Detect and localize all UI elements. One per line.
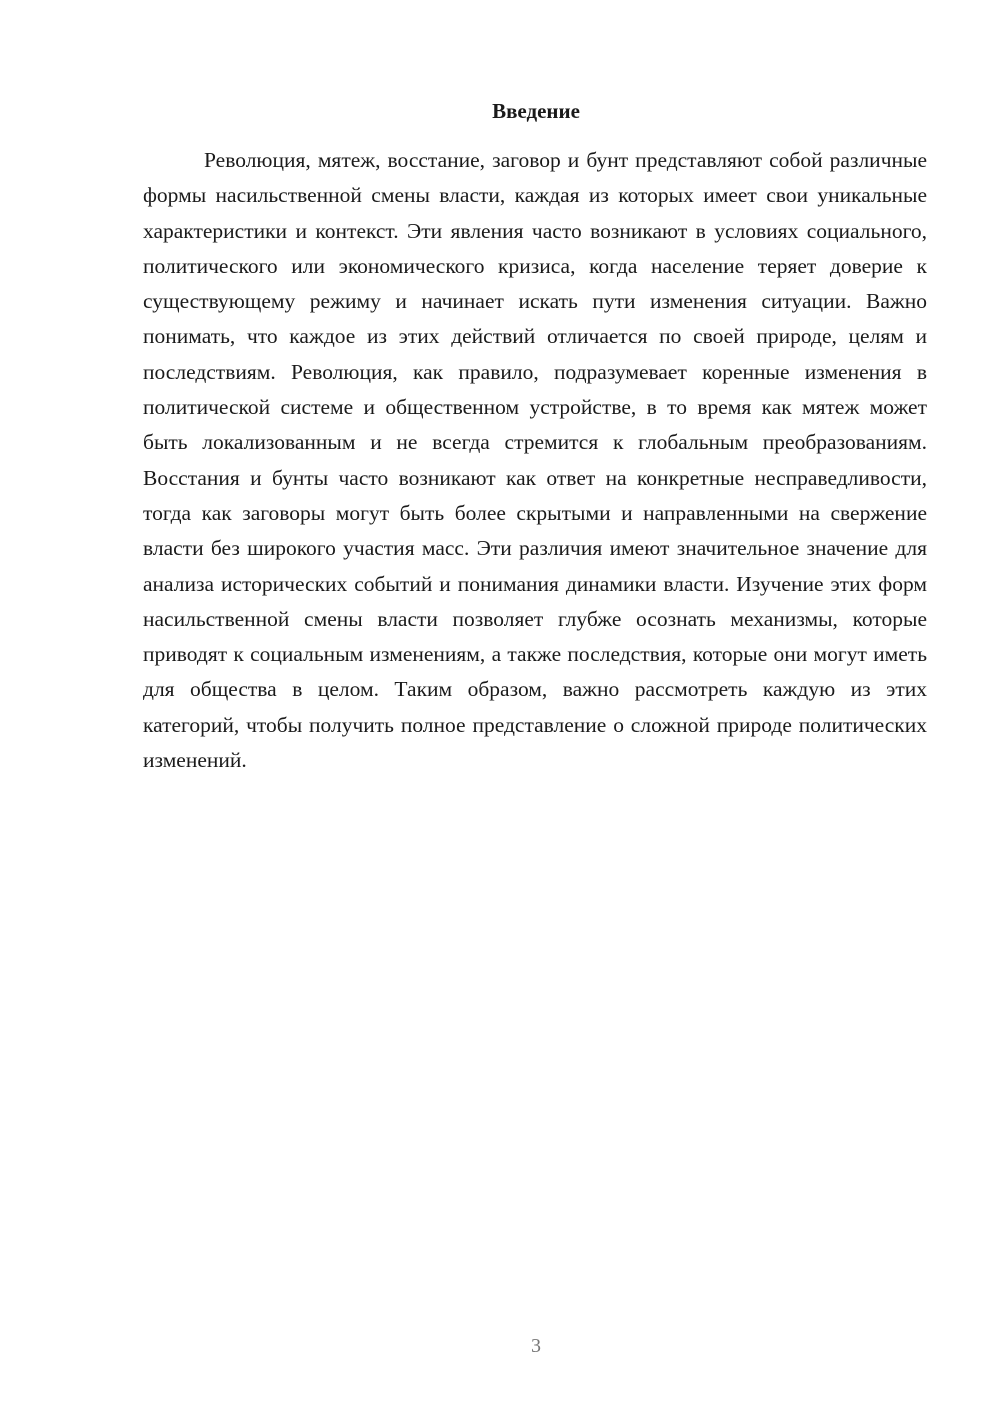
page-number: 3: [531, 1335, 541, 1357]
section-title: Введение: [492, 99, 580, 123]
body-paragraph: Революция, мятеж, восстание, заговор и бунт представляют собой различные формы насильственной смены власти, каждая из которых имеет свои уникальные характеристики и контекст. Эти явления часто возникают в условиях социального, политического или экономического кризиса, когда население теряет доверие к существующему режиму и начинает искать пути изменения ситуации. Важно понимать, что каждое из этих действий отличается по своей природе, целям и последствиям. Революция, как правило, подразумевает коренные изменения в политической системе и общественном устройстве, в то время как мятеж может быть локализованным и не всегда стремится к глобальным преобразованиям. Восстания и бунты часто возникают как ответ на конкретные несправедливости, тогда как заговоры могут быть более скрытыми и направленными на свержение власти без широкого участия масс. Эти различия имеют значительное значение для анализа исторических событий и понимания динамики власти. Изучение этих форм насильственной смены власти позволяет глубже осознать механизмы, которые приводят к социальным изменениям, а также последствия, которые они могут иметь для общества в целом. Таким образом, важно рассмотреть каждую из этих категорий, чтобы получить полное представление о сложной природе политических изменений.: [143, 148, 927, 773]
